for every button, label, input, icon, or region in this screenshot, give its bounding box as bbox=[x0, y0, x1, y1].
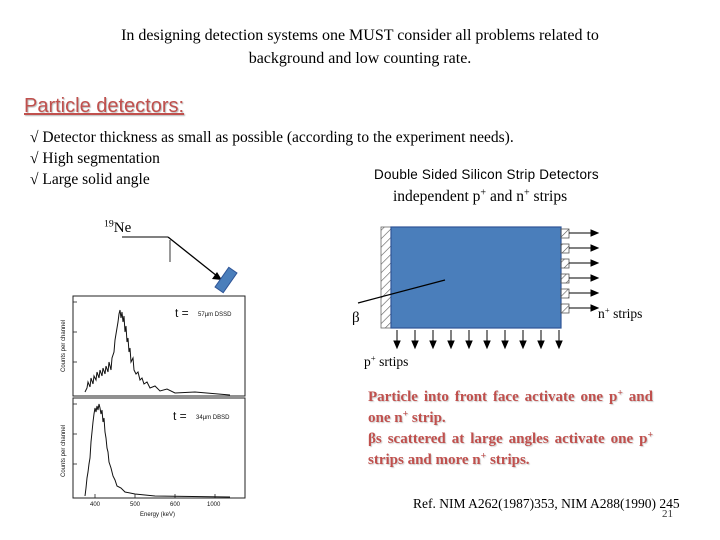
bullet-solid-angle: √ Large solid angle bbox=[30, 171, 150, 188]
explanation-text bbox=[368, 387, 653, 471]
beta-label: β bbox=[352, 310, 360, 326]
top-legend-symbol: t = bbox=[175, 306, 189, 320]
top-spectrum-curve bbox=[85, 310, 230, 395]
explanation-line-2: βs scattered at large angles activate one p+ strips and more n+ strips. bbox=[368, 429, 653, 468]
p-strips-label: p+ srtips bbox=[364, 353, 409, 369]
xtick-600: 600 bbox=[170, 502, 181, 508]
n-strips-label: n+ strips bbox=[598, 305, 643, 321]
dssd-title: Double Sided Silicon Strip Detectors bbox=[374, 167, 599, 182]
xtick-1000: 1000 bbox=[207, 502, 221, 508]
top-spectrum-frame bbox=[73, 296, 245, 396]
bullet-segmentation: √ High segmentation bbox=[30, 150, 160, 167]
bullet-thickness: √ Detector thickness as small as possible (according to the experiment needs). bbox=[30, 129, 514, 146]
bottom-spectrum-frame bbox=[73, 398, 245, 498]
energy-spectra-figure bbox=[55, 292, 250, 522]
p-strips-hatch bbox=[381, 227, 391, 328]
reference: Ref. NIM A262(1987)353, NIM A288(1990) 245 bbox=[413, 496, 680, 511]
top-legend: 57µm DSSD bbox=[198, 312, 232, 318]
dssd-block bbox=[391, 227, 561, 328]
ne-track-diagonal bbox=[168, 237, 222, 280]
dssd-subtitle: independent p+ and n+ strips bbox=[393, 187, 568, 205]
top-ylabel: Counts per channel bbox=[61, 319, 67, 372]
bottom-legend-symbol: t = bbox=[173, 409, 187, 423]
bottom-legend: 34µm DBSD bbox=[196, 415, 230, 421]
n-strip-arrows bbox=[569, 230, 598, 311]
p-strip-arrows bbox=[394, 330, 562, 348]
small-detector bbox=[215, 267, 237, 292]
explanation-line-1: Particle into front face activate one p+ and one n+ strip. bbox=[368, 387, 653, 426]
bottom-ylabel: Counts per channel bbox=[61, 424, 67, 477]
ne-label: $^{19}$Ne bbox=[104, 218, 132, 236]
section-heading: Particle detectors: bbox=[24, 95, 185, 117]
intro-line-2: background and low counting rate. bbox=[248, 50, 472, 68]
slide-number: 21 bbox=[662, 508, 673, 520]
xlabel: Energy (keV) bbox=[140, 512, 176, 518]
xtick-500: 500 bbox=[130, 502, 141, 508]
xtick-400: 400 bbox=[90, 502, 101, 508]
n-strip-contacts bbox=[561, 229, 569, 313]
intro-line-1: In designing detection systems one MUST consider all problems related to bbox=[121, 27, 599, 44]
